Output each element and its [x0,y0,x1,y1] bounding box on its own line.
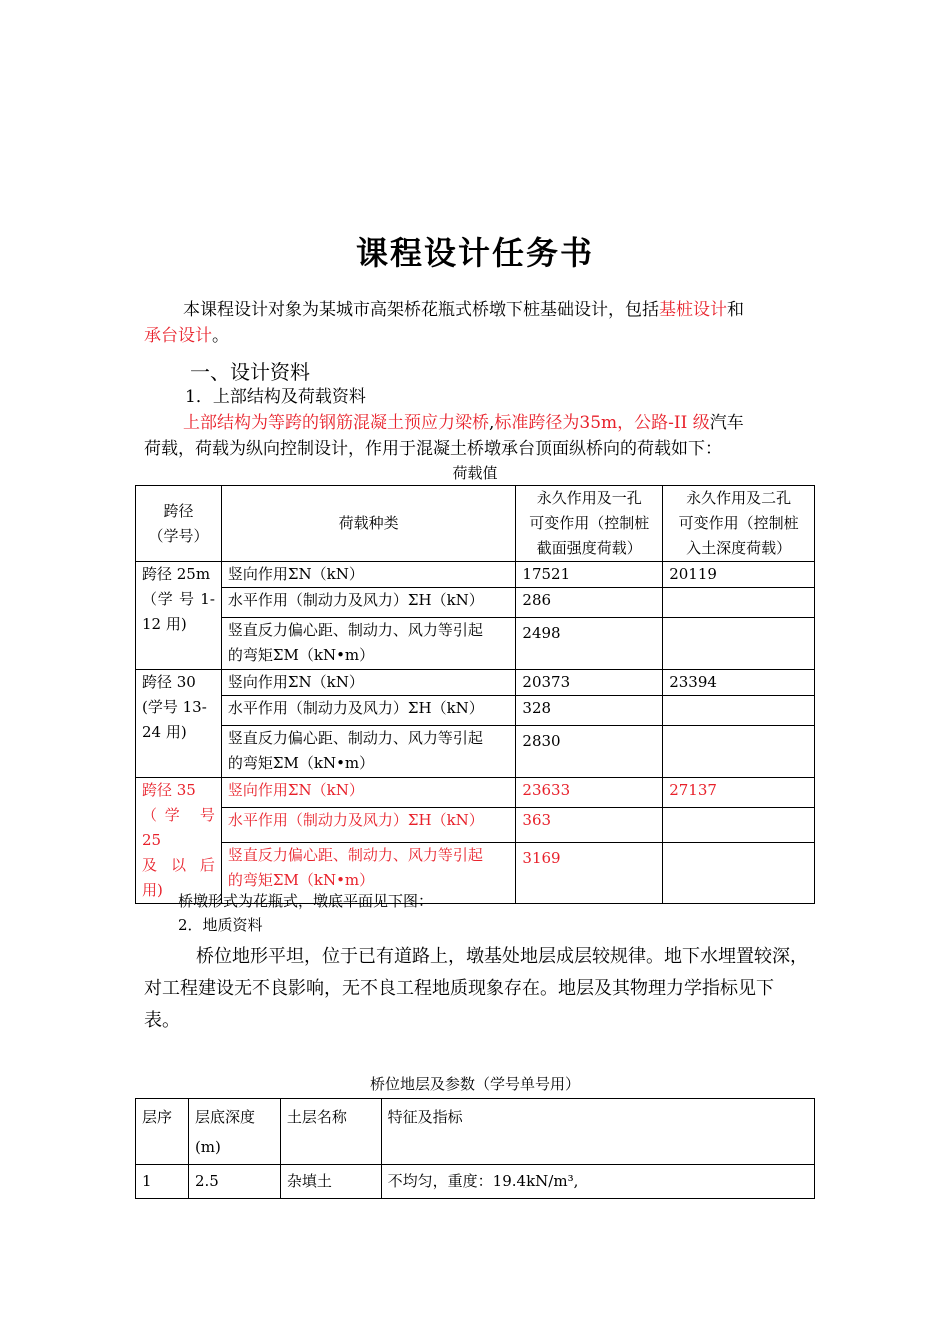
table-row [136,618,815,670]
value-cell-1: 2498 [516,618,663,670]
value-cell-1: 286 [516,588,663,618]
geo-header-depth-line: (m) [194,1138,221,1156]
geo-header-depth-line: 层底深度 [194,1108,255,1126]
load-para-line-2: 荷载，荷载为纵向控制设计，作用于混凝土桥墩承台顶面纵桥向的荷载如下： [144,439,722,459]
geo-para-line-1: 桥位地形平坦，位于已有道路上，墩基处地层成层较规律。地下水埋置较深， [196,946,808,967]
geo-cell-order: 1 [136,1165,189,1199]
table-row [136,562,815,588]
load-para-line-1 [183,410,823,436]
load-type-cell: 竖向作用ΣN（kN） [221,562,516,588]
table-row [136,696,815,726]
load-type-line: 竖直反力偏心距、制动力、风力等引起 [227,846,483,865]
load-para-black-1: 汽车 [709,413,744,433]
span-line: 跨径 30 [142,673,196,691]
header-col1-line: 可变作用（控制桩 [529,514,650,532]
table-row [136,588,815,618]
load-type-cell: 水平作用（制动力及风力）ΣH（kN） [221,808,516,843]
header-col2 [663,486,815,562]
value-cell-2: 27137 [663,778,815,808]
value-cell-1: 328 [516,696,663,726]
header-load-type: 荷载种类 [221,486,516,562]
span-line: 跨径 35 [142,781,196,799]
span-line: 用) [142,881,163,899]
span-line: 12 用) [142,615,187,633]
load-para-red-1: 上部结构为等跨的钢筋混凝土预应力梁桥 [183,413,489,433]
load-para-sep-1: , [489,413,495,433]
subsection-heading-2: 2．地质资料 [178,916,263,934]
value-cell-2 [663,726,815,778]
section-heading-1: 一、设计资料 [190,360,310,384]
intro-text: 本课程设计对象为某城市高架桥花瓶式桥墩下桩基础设计，包括 [183,300,659,320]
geo-para-line-3: 表。 [144,1010,180,1031]
table-row [136,1165,815,1199]
load-type-cell: 竖向作用ΣN（kN） [221,778,516,808]
value-cell-1: 2830 [516,726,663,778]
intro-line-2 [144,323,229,349]
value-cell-1: 20373 [516,670,663,696]
span-line: 跨径 25m [142,565,211,583]
header-col2-line: 可变作用（控制桩 [678,514,799,532]
span-line: 24 用) [142,723,187,741]
span-cell-30 [136,670,222,778]
header-col2-line: 入土深度荷载） [686,539,792,557]
load-para-red-3: 公路-II 级 [634,413,710,433]
geo-para-line-2: 对工程建设无不良影响，无不良工程地质现象存在。地层及其物理力学指标见下 [144,978,774,999]
intro-highlight-cap: 承台设计 [144,326,212,346]
span-line: （学 号 25 [142,806,215,849]
span-line: 及 以 后 [142,856,215,874]
header-col1-line: 永久作用及一孔 [536,489,642,507]
geo-table-header-row [136,1099,815,1165]
value-cell-2 [663,618,815,670]
value-cell-1: 17521 [516,562,663,588]
load-type-cell [221,726,516,778]
span-cell-35 [136,778,222,904]
geo-cell-depth: 2.5 [188,1165,280,1199]
table-row [136,726,815,778]
geo-table [135,1098,815,1199]
value-cell-1: 23633 [516,778,663,808]
geo-header-features: 特征及指标 [381,1099,814,1165]
load-type-cell: 竖向作用ΣN（kN） [221,670,516,696]
intro-line-1 [183,297,823,323]
span-line: （学 号 1- [142,590,215,608]
intro-highlight-pile: 基桩设计 [659,300,727,320]
geo-cell-features: 不均匀，重度：19.4kN/m³, [381,1165,814,1199]
value-cell-2: 20119 [663,562,815,588]
header-span [136,486,222,562]
load-para-red-2: 标准跨径为35m [494,413,618,433]
table-row [136,778,815,808]
load-type-cell: 水平作用（制动力及风力）ΣH（kN） [221,588,516,618]
table-row [136,808,815,843]
load-type-line: 的弯矩ΣM（kN•m） [227,754,375,772]
span-line: (学号 13- [142,698,207,716]
header-col1-line: 截面强度荷载） [536,539,642,557]
value-cell-2 [663,808,815,843]
geo-header-soil: 土层名称 [280,1099,381,1165]
header-col1 [516,486,663,562]
load-table [135,485,815,904]
load-table-caption: 荷载值 [452,464,498,482]
value-cell-2 [663,696,815,726]
page-title: 课程设计任务书 [355,234,594,272]
header-span-line: （学号） [148,526,209,545]
load-table-header-row [136,486,815,562]
load-para-sep-2: ， [617,413,635,433]
header-col2-line: 永久作用及二孔 [686,489,792,507]
value-cell-2 [663,588,815,618]
load-type-line: 竖直反力偏心距、制动力、风力等引起 [227,621,483,639]
load-type-line: 的弯矩ΣM（kN•m） [227,646,375,664]
subsection-heading-1: 1．上部结构及荷载资料 [185,387,366,407]
header-span-line: 跨径 [163,501,194,520]
load-type-line: 竖直反力偏心距、制动力、风力等引起 [227,729,483,747]
geo-table-caption: 桥位地层及参数（学号单号用） [369,1075,580,1093]
load-type-cell: 水平作用（制动力及风力）ΣH（kN） [221,696,516,726]
geo-cell-soil: 杂填土 [280,1165,381,1199]
value-cell-2 [663,843,815,904]
geo-header-order: 层序 [136,1099,189,1165]
span-cell-25 [136,562,222,670]
value-cell-1: 3169 [516,843,663,904]
intro-end: 。 [212,326,229,346]
load-type-line: 的弯矩ΣM（kN•m） [227,871,375,890]
geo-header-depth [188,1099,280,1165]
table-row [136,670,815,696]
value-cell-2: 23394 [663,670,815,696]
intro-and: 和 [727,300,744,320]
load-type-cell [221,618,516,670]
value-cell-1: 363 [516,808,663,843]
pier-note: 桥墩形式为花瓶式，墩底平面见下图： [178,892,434,910]
